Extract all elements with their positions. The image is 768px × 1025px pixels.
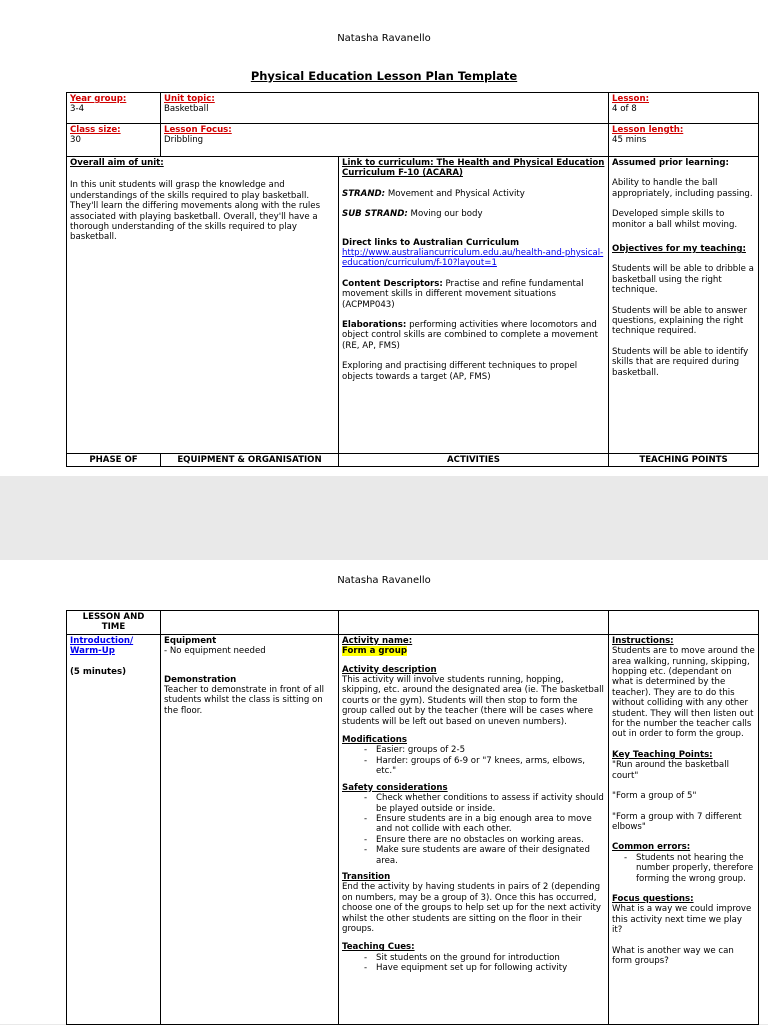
document-page-1 — [0, 0, 768, 476]
elaborations-value: performing activities where locomotors and object control skills are combined to complete a movement (RE, AP, FMS) — [342, 320, 599, 351]
empty-header-cell — [609, 611, 759, 635]
list-item: - Check whether conditions to assess if activity should be played outside or inside. — [364, 793, 605, 814]
prior-item: Ability to handle the ball appropriately, including passing. — [612, 178, 753, 199]
class-size-label: Class size: — [70, 125, 121, 135]
content-value: Practise and refine fundamental movement skills in different movement situations (ACPMP043) — [342, 278, 584, 310]
prior-item: Developed simple skills to monitor a ball whilst moving. — [612, 209, 738, 230]
lesson-plan-table — [66, 92, 759, 467]
key-points-heading: Key Teaching Points: — [612, 749, 713, 760]
instructions-heading: Instructions: — [612, 635, 674, 646]
lesson-value: 4 of 8 — [612, 104, 637, 115]
list-item: - Have equipment set up for following activity — [364, 963, 605, 973]
safety-heading: Safety considerations — [342, 782, 448, 793]
class-size-cell — [67, 124, 161, 157]
list-item: - Ensure there are no obstacles on working areas. — [364, 835, 605, 845]
focus-question: What is another way we can form groups? — [612, 945, 734, 966]
lesson-length-cell — [609, 124, 759, 157]
exploring-text: Exploring and practising different techniques to propel objects towards a target (AP, FMS) — [342, 361, 578, 382]
strand-value: Movement and Physical Activity — [387, 188, 525, 199]
strand-line — [342, 189, 605, 199]
year-group-cell — [67, 93, 161, 124]
key-point: "Run around the basketball court" — [612, 760, 729, 781]
document-title: Physical Education Lesson Plan Template — [250, 69, 518, 83]
elaborations — [342, 320, 605, 351]
list-item: - Ensure students are in a big enough area to move and not collide with each other. — [364, 814, 605, 835]
content-label: Content Descriptors: — [342, 278, 443, 289]
teaching-points-cell — [609, 634, 759, 1024]
column-header-phase: PHASE OF — [67, 454, 161, 467]
equipment-item: - No equipment needed — [164, 646, 266, 657]
document-page-2 — [0, 560, 768, 1024]
key-point: "Form a group of 5" — [612, 791, 697, 802]
lesson-length-value: 45 mins — [612, 135, 647, 146]
equipment-cell — [161, 634, 339, 1024]
equipment-heading: Equipment — [164, 635, 217, 646]
column-header-teaching-points: TEACHING POINTS — [609, 454, 759, 467]
overall-aim-text: In this unit students will grasp the knowledge and understandings of the skills required to play basketball. They'll learn the differing movements along with the rules associated with playing basketball. Overall, they'll have a thorough understanding of the skills required to play basketball. — [70, 180, 321, 243]
safety-list — [342, 793, 605, 866]
overall-aim-cell — [67, 157, 339, 454]
lesson-and-time-header: LESSON AND TIME — [67, 611, 161, 635]
phase-duration: (5 minutes) — [70, 666, 127, 677]
unit-topic-cell — [161, 93, 609, 124]
key-point: "Form a group with 7 different elbows" — [612, 811, 742, 832]
focus-question: What is a way we could improve this activity next time we play it? — [612, 904, 752, 936]
page-header-author: Natasha Ravanello — [337, 33, 431, 44]
demonstration-heading: Demonstration — [164, 674, 237, 685]
activity-name-value: Form a group — [342, 646, 407, 657]
phase-cell — [67, 634, 161, 1024]
substrand-value: Moving our body — [410, 209, 483, 220]
teaching-cues-heading: Teaching Cues: — [342, 942, 415, 953]
strand-label: STRAND: — [342, 188, 386, 199]
phase-name[interactable]: Introduction/ Warm-Up — [70, 635, 134, 657]
list-item: - Students not hearing the number properly, therefore forming the wrong group. — [624, 853, 755, 884]
class-size-value: 30 — [70, 135, 81, 146]
modifications-list — [342, 745, 605, 776]
empty-header-cell — [339, 611, 609, 635]
demonstration-text: Teacher to demonstrate in front of all students whilst the class is sitting on the floor. — [164, 685, 325, 716]
lesson-focus-label: Lesson Focus: — [164, 125, 232, 135]
substrand-line — [342, 209, 605, 219]
activity-description-text: This activity will involve students running, hopping, skipping, etc. around the designated area (ie. The basketball courts or the gym). Students will then stop to form the group called out by the teacher (there will be cases where students will be left out based on uneven numbers). — [342, 675, 604, 727]
content-descriptors — [342, 279, 605, 310]
page-header-author: Natasha Ravanello — [337, 575, 431, 586]
list-item: - Sit students on the ground for introduction — [364, 953, 605, 963]
curriculum-cell — [339, 157, 609, 454]
lesson-label: Lesson: — [612, 94, 650, 104]
common-errors-heading: Common errors: — [612, 842, 691, 853]
unit-topic-value: Basketball — [164, 104, 209, 115]
curriculum-link[interactable]: http://www.australiancurriculum.edu.au/health-and-physical-education/curriculum/f-10?layout=1 — [342, 248, 604, 269]
year-group-value: 3-4 — [70, 104, 85, 115]
elaborations-label: Elaborations: — [342, 320, 407, 331]
modifications-heading: Modifications — [342, 735, 408, 746]
list-item: - Harder: groups of 6-9 or "7 knees, arms, elbows, etc." — [364, 756, 605, 777]
teaching-cues-list — [342, 953, 605, 974]
unit-topic-label: Unit topic: — [164, 94, 215, 104]
list-item: - Easier: groups of 2-5 — [364, 745, 605, 755]
prior-learning-heading: Assumed prior learning: — [612, 158, 729, 168]
transition-text: End the activity by having students in pairs of 2 (depending on numbers, may be a group of 3). Once this has occurred, choose one of the groups to help set up for the next activity whilst the other students are sitting on the floor in their groups. — [342, 882, 601, 934]
overall-aim-heading: Overall aim of unit: — [70, 158, 164, 168]
transition-heading: Transition — [342, 871, 391, 882]
substrand-label: SUB STRAND: — [342, 209, 408, 220]
empty-header-cell — [161, 611, 339, 635]
direct-links-heading: Direct links to Australian Curriculum — [342, 237, 520, 248]
objective-item: Students will be able to dribble a basketball using the right technique. — [612, 264, 754, 296]
lesson-cell — [609, 93, 759, 124]
activity-description-heading: Activity description — [342, 664, 437, 675]
lesson-focus-cell — [161, 124, 609, 157]
prior-learning-cell — [609, 157, 759, 454]
activity-name-label: Activity name: — [342, 635, 413, 646]
column-header-equipment: EQUIPMENT & ORGANISATION — [161, 454, 339, 467]
activity-cell — [339, 634, 609, 1024]
curriculum-heading: Link to curriculum: The Health and Physical Education Curriculum F-10 (ACARA) — [342, 158, 605, 179]
year-group-label: Year group: — [70, 94, 127, 104]
instructions-text: Students are to move around the area walking, running, skipping, hopping etc. (dependant on what is determined by the teacher). They are to do this without colliding with any other student. They will then listen out for the number the teacher calls out in order to form the group. — [612, 646, 755, 740]
objective-item: Students will be able to answer questions, explaining the right technique required. — [612, 305, 747, 337]
focus-questions-heading: Focus questions: — [612, 893, 694, 904]
objectives-heading: Objectives for my teaching: — [612, 244, 746, 255]
column-header-activities: ACTIVITIES — [339, 454, 609, 467]
lesson-length-label: Lesson length: — [612, 125, 684, 135]
activity-table — [66, 610, 759, 1025]
common-errors-list — [612, 853, 755, 884]
objective-item: Students will be able to identify skills that are required during basketball. — [612, 346, 749, 378]
lesson-focus-value: Dribbling — [164, 135, 204, 146]
list-item: - Make sure students are aware of their designated area. — [364, 845, 605, 866]
